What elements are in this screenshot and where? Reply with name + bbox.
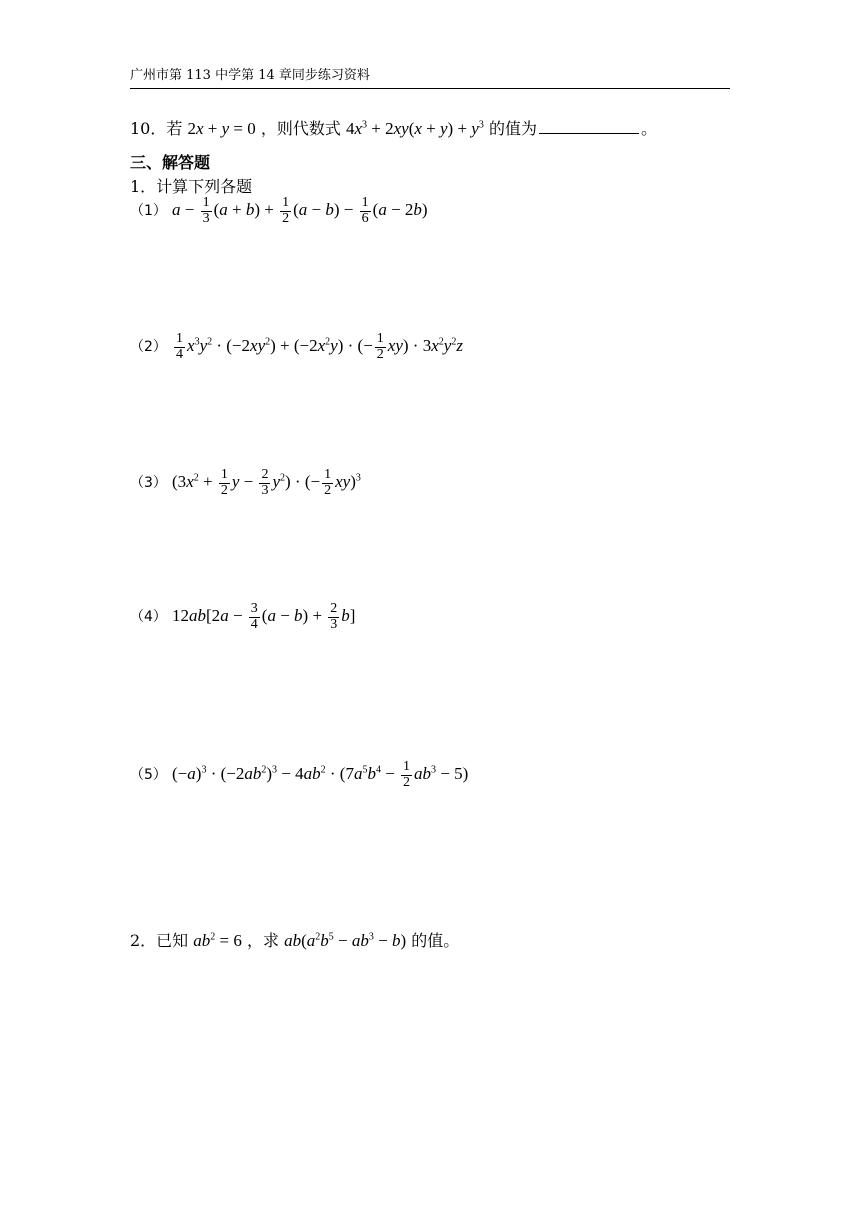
question-1-part-4 — [130, 602, 355, 632]
part-label: （1） — [130, 203, 167, 220]
expression: ($3x^2$ + $\frac{1}{2}$ y − $\frac{2}{3}$ $y^2$) · (− $\frac{1}{2}$ xy)$^3$ — [172, 467, 361, 498]
question-1-title: 1．计算下列各题 — [130, 177, 253, 196]
part-label: （3） — [130, 475, 167, 492]
question-1-part-1 — [130, 196, 428, 226]
q10-mid: ，则代数式 — [260, 119, 341, 138]
q10-condition: 2x + y = 0 — [187, 119, 256, 138]
q10-end: 。 — [640, 119, 657, 138]
q2-mid: ，求 — [246, 931, 279, 950]
answer-blank — [539, 119, 639, 134]
expression: $(-a)^3 \cdot (-2ab^2)^3 - 4ab^2 \cdot (7a^5b^4$ − $\frac{1}{2}$ $ab^3 - 5$) — [172, 759, 469, 790]
question-2 — [130, 928, 459, 951]
q2-suffix: 的值。 — [411, 931, 460, 950]
part-label: （4） — [130, 609, 167, 626]
q10-prefix: 10．若 — [130, 119, 183, 138]
expression: 12ab[2a − $\frac{3}{4}$ (a − b) + $\frac{2}{3}$ b] — [172, 601, 356, 632]
question-1-part-3 — [130, 468, 361, 498]
q10-expression: $4x^3 + 2xy(x + y) + y^3$ — [345, 119, 484, 138]
q2-expression: $ab(a^2b^5 - ab^3 - b)$ — [284, 931, 407, 950]
question-1-part-5 — [130, 760, 468, 790]
q2-prefix: 2．已知 — [130, 931, 189, 950]
expression: $\frac{1}{4}$ $x^3y^2 \cdot (-2xy^2) + (-2x^2y)$ · (− $\frac{1}{2}$ $xy) \cdot 3x^2y^2z$ — [176, 331, 463, 362]
question-1-part-2 — [130, 332, 463, 362]
question-10 — [130, 116, 657, 139]
expression: a − $\frac{1}{3}$ (a + b) + $\frac{1}{2}$ (a − b) − $\frac{1}{6}$ (a − 2b) — [172, 195, 428, 226]
q10-suffix: 的值为 — [488, 119, 537, 138]
part-label: （5） — [130, 767, 167, 784]
page-header: 广州市第 113 中学第 14 章同步练习资料 — [130, 64, 730, 89]
q2-condition: $ab^2 = 6$ — [193, 931, 242, 950]
section-heading: 三、解答题 — [130, 153, 211, 172]
part-label: （2） — [130, 339, 167, 356]
